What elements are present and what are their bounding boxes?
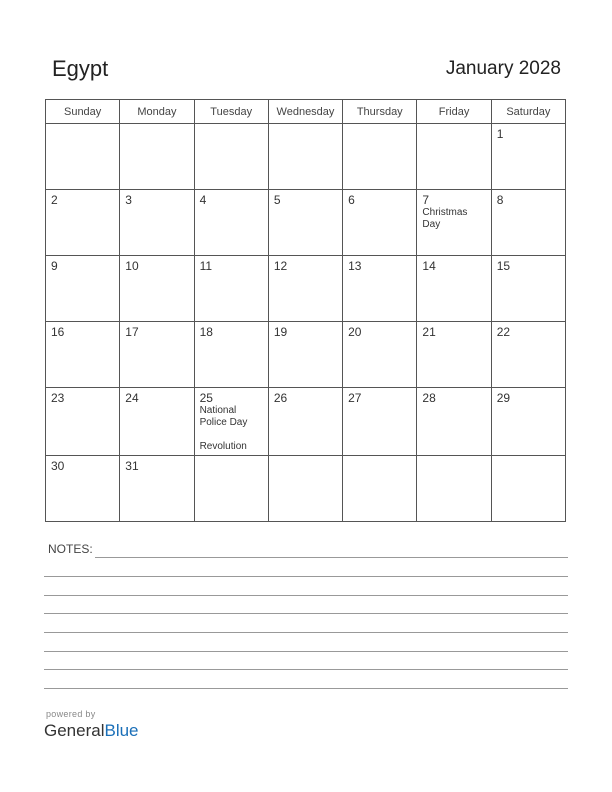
day-number: 18 [199, 325, 213, 339]
weekday-header: Saturday [491, 100, 565, 124]
day-number: 21 [422, 325, 436, 339]
day-number: 30 [51, 459, 65, 473]
day-cell [194, 190, 268, 256]
country-title: Egypt [52, 56, 109, 81]
day-cell [120, 456, 194, 522]
day-number: 12 [273, 259, 288, 273]
day-cell [120, 124, 194, 190]
weekday-header: Wednesday [268, 100, 342, 124]
notes-label: NOTES: [48, 542, 93, 556]
day-cell [268, 456, 342, 522]
day-cell [491, 256, 565, 322]
day-cell [120, 388, 194, 456]
day-cell [194, 124, 268, 190]
note-line [44, 613, 568, 614]
day-number: 19 [273, 325, 288, 339]
day-cell [417, 388, 491, 456]
day-cell [120, 190, 194, 256]
weekday-header-row [46, 100, 566, 124]
week-row [46, 190, 566, 256]
weekday-header: Friday [417, 100, 491, 124]
weekday-header: Thursday [343, 100, 417, 124]
day-cell [491, 190, 565, 256]
week-row [46, 322, 566, 388]
day-cell [417, 190, 491, 256]
day-cell [46, 456, 120, 522]
day-cell [268, 124, 342, 190]
day-cell [343, 256, 417, 322]
day-number: 16 [51, 325, 65, 339]
powered-by-text: powered by [46, 709, 96, 719]
day-number: 28 [422, 391, 436, 405]
week-row [46, 124, 566, 190]
day-number: 7 [422, 193, 430, 207]
day-cell [120, 322, 194, 388]
day-cell [268, 190, 342, 256]
day-cell [46, 388, 120, 456]
week-row [46, 256, 566, 322]
day-cell [268, 256, 342, 322]
weekday-header: Sunday [46, 100, 120, 124]
day-number: 3 [125, 193, 132, 207]
day-number: 22 [496, 325, 511, 339]
day-number: 14 [422, 259, 436, 273]
day-cell [268, 322, 342, 388]
day-cell [343, 124, 417, 190]
month-title: January 2028 [445, 58, 561, 79]
day-number: 29 [496, 391, 511, 405]
day-number: 10 [125, 259, 139, 273]
note-line [44, 595, 568, 596]
day-number: 15 [496, 259, 511, 273]
day-cell [417, 456, 491, 522]
day-cell [417, 322, 491, 388]
day-cell [343, 388, 417, 456]
note-line [44, 651, 568, 652]
day-number: 23 [51, 391, 65, 405]
day-cell [343, 456, 417, 522]
day-number: 26 [273, 391, 288, 405]
day-cell [343, 190, 417, 256]
week-row [46, 388, 566, 456]
day-number: 27 [348, 391, 362, 405]
day-number: 8 [496, 193, 504, 207]
day-number: 24 [125, 391, 139, 405]
day-cell [417, 256, 491, 322]
weekday-header: Monday [120, 100, 194, 124]
note-line [44, 688, 568, 689]
brand-logo [44, 721, 139, 741]
day-cell [194, 256, 268, 322]
day-number: 20 [348, 325, 362, 339]
day-cell [194, 322, 268, 388]
day-cell [194, 388, 268, 456]
day-cell [194, 456, 268, 522]
week-row [46, 456, 566, 522]
holiday-label: Christmas Day [422, 207, 468, 230]
weekday-header: Tuesday [194, 100, 268, 124]
day-number: 11 [199, 259, 213, 273]
day-cell [343, 322, 417, 388]
day-cell [491, 388, 565, 456]
day-cell [491, 124, 565, 190]
day-cell [46, 190, 120, 256]
day-number: 4 [199, 193, 207, 207]
day-number: 6 [348, 193, 355, 207]
note-line [44, 632, 568, 633]
note-line [95, 557, 568, 558]
brand-general: General [44, 721, 105, 740]
calendar-grid [45, 99, 566, 522]
day-number: 25 [199, 391, 213, 405]
note-line [44, 669, 568, 670]
day-number: 31 [125, 459, 139, 473]
brand-blue: Blue [104, 721, 139, 740]
day-number: 13 [348, 259, 362, 273]
day-cell [46, 256, 120, 322]
day-number: 5 [273, 193, 281, 207]
day-cell [46, 322, 120, 388]
day-cell [417, 124, 491, 190]
day-cell [491, 456, 565, 522]
day-cell [268, 388, 342, 456]
day-number: 9 [51, 259, 58, 273]
day-number: 17 [125, 325, 139, 339]
day-cell [46, 124, 120, 190]
note-line [44, 576, 568, 577]
day-cell [120, 256, 194, 322]
day-number: 1 [496, 127, 504, 141]
day-number: 2 [51, 193, 58, 207]
day-cell [491, 322, 565, 388]
holiday-label: National Police Day [199, 405, 248, 428]
holiday-label: Revolution [199, 441, 247, 452]
